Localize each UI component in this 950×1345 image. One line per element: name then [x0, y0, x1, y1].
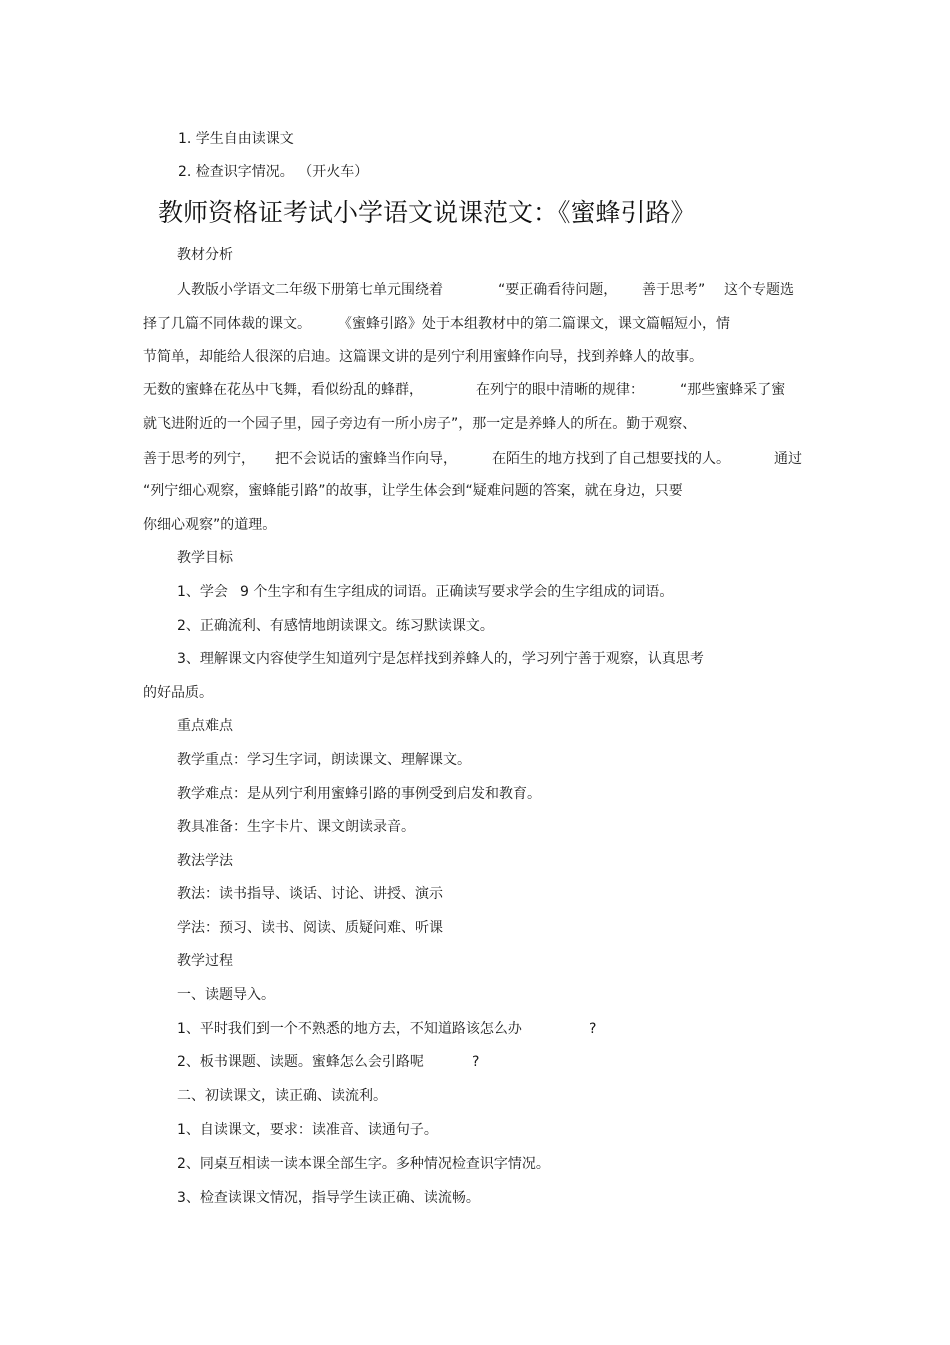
analysis-line-5: 就飞进附近的一个园子里，园子旁边有一所小房子”，那一定是养蜂人的所在。勤于观察、 — [143, 416, 697, 432]
heading-methods: 教法学法 — [177, 853, 233, 869]
analysis-line-4 — [0, 380, 950, 400]
analysis-line-6-part-d: 通过 — [774, 451, 802, 467]
key-point-materials: 教具准备：生字卡片、课文朗读录音。 — [177, 819, 415, 835]
goal-1 — [0, 582, 950, 602]
process-step-1-item-1-text: 1、平时我们到一个不熟悉的地方去，不知道路该怎么办 — [177, 1021, 522, 1037]
analysis-line-1-part-d: 这个专题选 — [724, 282, 794, 298]
goal-1-part-a: 1、学会 — [177, 584, 228, 600]
process-step-1-item-2-mark: ? — [472, 1054, 480, 1070]
process-step-1: 一、读题导入。 — [177, 987, 275, 1003]
goal-3-continued: 的好品质。 — [143, 685, 213, 701]
method-teaching: 教法：读书指导、谈话、讨论、讲授、演示 — [177, 886, 443, 902]
process-step-1-item-2-text: 2、板书课题、读题。蜜蜂怎么会引路呢 — [177, 1054, 424, 1070]
heading-process: 教学过程 — [177, 953, 233, 969]
analysis-line-6-part-b: 把不会说话的蜜蜂当作向导， — [275, 451, 457, 467]
heading-key-points: 重点难点 — [177, 718, 233, 734]
list-item-read-freely: 1. 学生自由读课文 — [178, 131, 294, 147]
process-step-2-item-2: 2、同桌互相读一读本课全部生字。多种情况检查识字情况。 — [177, 1156, 550, 1172]
key-point-difficulty: 教学难点：是从列宁利用蜜蜂引路的事例受到启发和教育。 — [177, 786, 541, 802]
analysis-line-4-part-b: 在列宁的眼中清晰的规律： — [476, 382, 644, 398]
key-point-focus: 教学重点：学习生字词，朗读课文、理解课文。 — [177, 752, 471, 768]
process-step-2: 二、初读课文，读正确、读流利。 — [177, 1088, 387, 1104]
list-item-check-characters: 2. 检查识字情况。 （开火车） — [178, 164, 369, 180]
analysis-line-1 — [0, 280, 950, 300]
goal-3: 3、理解课文内容使学生知道列宁是怎样找到养蜂人的，学习列宁善于观察，认真思考 — [177, 651, 704, 667]
process-step-1-item-1 — [0, 1019, 950, 1039]
analysis-line-2-part-b: 《蜜蜂引路》处于本组教材中的第二篇课文，课文篇幅短小，情 — [338, 316, 730, 332]
process-step-1-item-2 — [0, 1052, 950, 1072]
analysis-line-4-part-c: “那些蜜蜂采了蜜 — [680, 382, 786, 398]
analysis-line-6 — [0, 449, 950, 469]
heading-analysis: 教材分析 — [177, 247, 233, 263]
analysis-line-6-part-c: 在陌生的地方找到了自己想要找的人。 — [492, 451, 730, 467]
analysis-line-1-part-c: 善于思考” — [642, 282, 706, 298]
analysis-line-4-part-a: 无数的蜜蜂在花丛中飞舞，看似纷乱的蜂群， — [143, 382, 423, 398]
analysis-line-2-part-a: 择了几篇不同体裁的课文。 — [143, 316, 311, 332]
heading-goals: 教学目标 — [177, 550, 233, 566]
goal-2: 2、正确流利、有感情地朗读课文。练习默读课文。 — [177, 618, 494, 634]
goal-1-part-b: 9 个生字和有生字组成的词语。正确读写要求学会的生字组成的词语。 — [240, 584, 674, 600]
process-step-2-item-3: 3、检查读课文情况，指导学生读正确、读流畅。 — [177, 1190, 480, 1206]
page-title: 教师资格证考试小学语文说课范文：《蜜蜂引路》 — [158, 198, 696, 227]
analysis-line-8: 你细心观察”的道理。 — [143, 517, 277, 533]
analysis-line-1-part-b: “要正确看待问题， — [498, 282, 618, 298]
analysis-line-3: 节简单，却能给人很深的启迪。这篇课文讲的是列宁利用蜜蜂作向导，找到养蜂人的故事。 — [143, 349, 703, 365]
analysis-line-6-part-a: 善于思考的列宁， — [143, 451, 255, 467]
analysis-line-2 — [0, 314, 950, 334]
analysis-line-7: “列宁细心观察，蜜蜂能引路”的故事，让学生体会到“疑难问题的答案，就在身边，只要 — [143, 483, 683, 499]
process-step-1-item-1-mark: ? — [589, 1021, 597, 1037]
method-learning: 学法：预习、读书、阅读、质疑问难、听课 — [177, 920, 443, 936]
process-step-2-item-1: 1、自读课文，要求：读准音、读通句子。 — [177, 1122, 438, 1138]
analysis-line-1-part-a: 人教版小学语文二年级下册第七单元围绕着 — [177, 282, 443, 298]
